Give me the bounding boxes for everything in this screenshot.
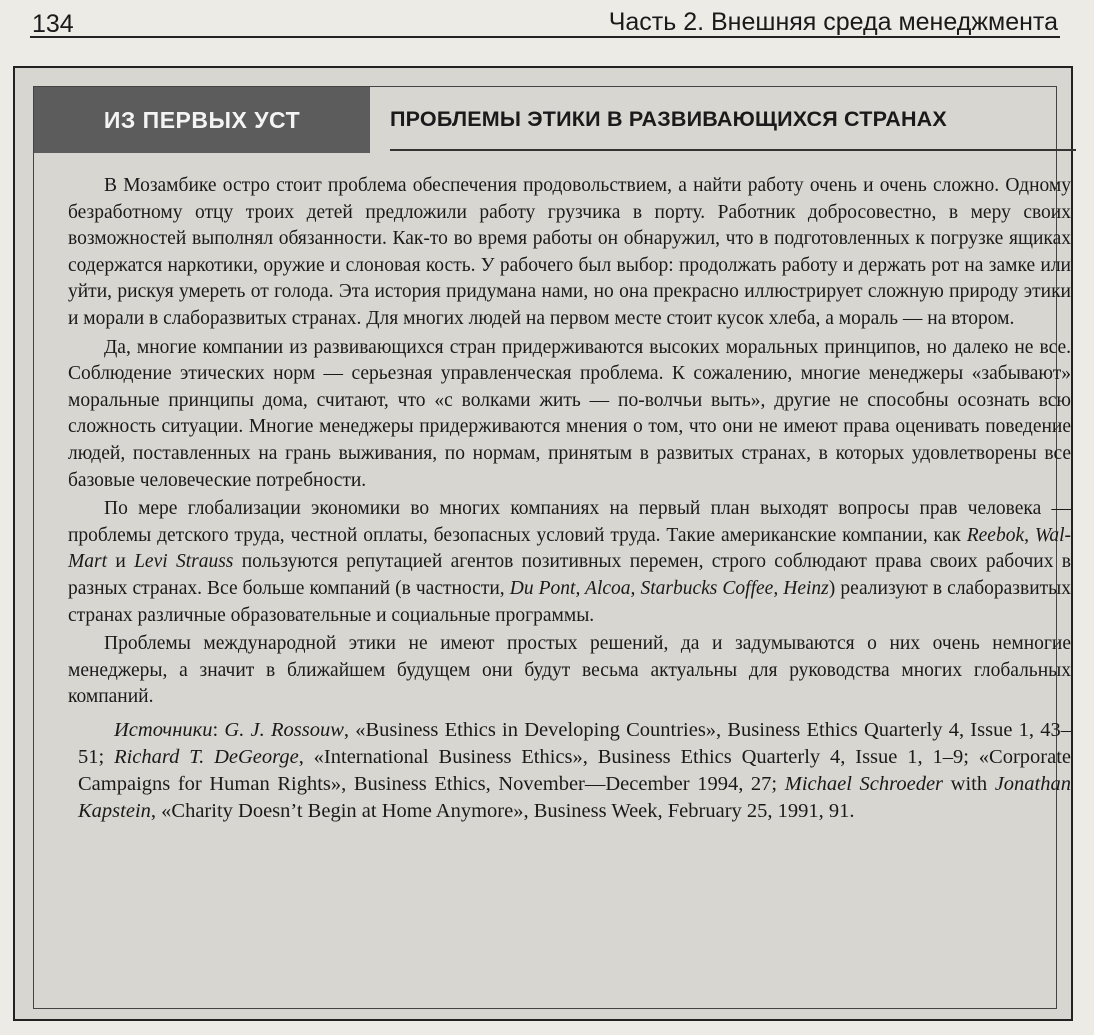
sources-text: , «Business Ethics in Developing Countries», Business Ethics Quarterly 4, Issue 1, 43–51; xyxy=(78,718,1071,768)
box-title: ПРОБЛЕМЫ ЭТИКИ В РАЗВИВАЮЩИХСЯ СТРАНАХ xyxy=(390,89,1076,151)
running-head: Часть 2. Внешняя среда менеджмента xyxy=(608,8,1058,36)
page-header xyxy=(30,6,1060,38)
sources-text: : xyxy=(212,718,225,741)
section-tag: ИЗ ПЕРВЫХ УСТ xyxy=(34,87,370,153)
paragraph-3-text: , xyxy=(1024,524,1035,546)
box-content xyxy=(68,173,1071,827)
paragraph-1: В Мозамбике остро стоит проблема обеспечения продовольствием, а найти работу очень и очень сложно. Одному безработному отцу троих детей предложили работу грузчика в порту. Работник добросовестно, в меру своих возможностей выполнял обязанности. Как-то во время работы он обнаружил, что в подготовленных к погрузке ящиках содержатся наркотики, оружие и слоновая кость. У рабочего был выбор: продолжать работу и держать рот на замке или уйти, рискуя умереть от голода. Эта история придумана нами, но она прекрасно иллюстрирует сложную природу этики и морали в слаборазвитых странах. Для многих людей на первом месте стоит кусок хлеба, а мораль — на втором. xyxy=(68,175,1071,329)
source-author: G. J. Rossouw xyxy=(224,718,344,741)
paragraph-3-text: По мере глобализации экономики во многих компаниях на первый план выходят вопросы прав человека — проблемы детского труда, честной оплаты, безопасных условий труда. Такие американские компании, как xyxy=(68,498,1071,546)
paragraph-2: Да, многие компании из развивающихся стран придерживаются высоких моральных принципов, но далеко не все. Соблюдение этических норм — серьезная управленческая проблема. К сожалению, многие менеджеры «забывают» моральные принципы дома, считают, что «с волками жить — по-волчьи выть», другие не способны осознать всю сложность ситуации. Многие менеджеры придерживаются мнения о том, что они не имеют права оценивать поведение людей, поставленных на грань выживания, по нормам, принятым в развитых странах, в которых удовлетворены все базовые человеческие потребности. xyxy=(68,336,1071,491)
source-author: Michael Schroeder xyxy=(784,772,944,795)
paragraph-4: Проблемы международной этики не имеют простых решений, да и задумываются о них очень немногие менеджеры, а значит в ближайшем будущем они будут весьма актуальны для руководства многих глобальных компаний. xyxy=(68,633,1071,708)
company-name: Wal-Mart xyxy=(68,524,1072,573)
sources-paragraph xyxy=(68,717,1071,825)
company-name: Reebok xyxy=(966,524,1025,546)
paragraph-3-text: пользуются репутацией агентов позитивных перемен, строго соблюдают права своих рабочих в разных странах. Все больше компаний (в частности, xyxy=(68,551,1071,599)
sidebar-box xyxy=(13,66,1073,1021)
company-names: Du Pont, Alcoa, Starbucks Coffee, Heinz xyxy=(509,577,829,599)
company-name: Levi Strauss xyxy=(134,551,234,573)
sources-text: , «Charity Doesn’t Begin at Home Anymore», Business Week, February 25, 1991, 91. xyxy=(150,799,855,822)
source-author: Richard T. DeGeorge xyxy=(114,745,299,768)
sidebar-box-inner xyxy=(33,86,1072,1009)
sources-label: Источники xyxy=(114,718,213,741)
paragraph-3 xyxy=(68,496,1071,629)
sources-text: , «International Business Ethics», Business Ethics Quarterly 4, Issue 1, 1–9; «Corporate Campaigns for Human Rights», Business Ethics, November—December 1994, 27; xyxy=(78,745,1072,795)
paragraph-3-text: ) реализуют в слаборазвитых странах различные образовательные и социальные программы. xyxy=(68,577,1071,626)
paragraph-3-text: и xyxy=(107,551,135,573)
page-number: 134 xyxy=(32,10,74,38)
sources-text: with xyxy=(943,772,995,795)
source-author: Jonathan Kapstein xyxy=(78,772,1071,822)
